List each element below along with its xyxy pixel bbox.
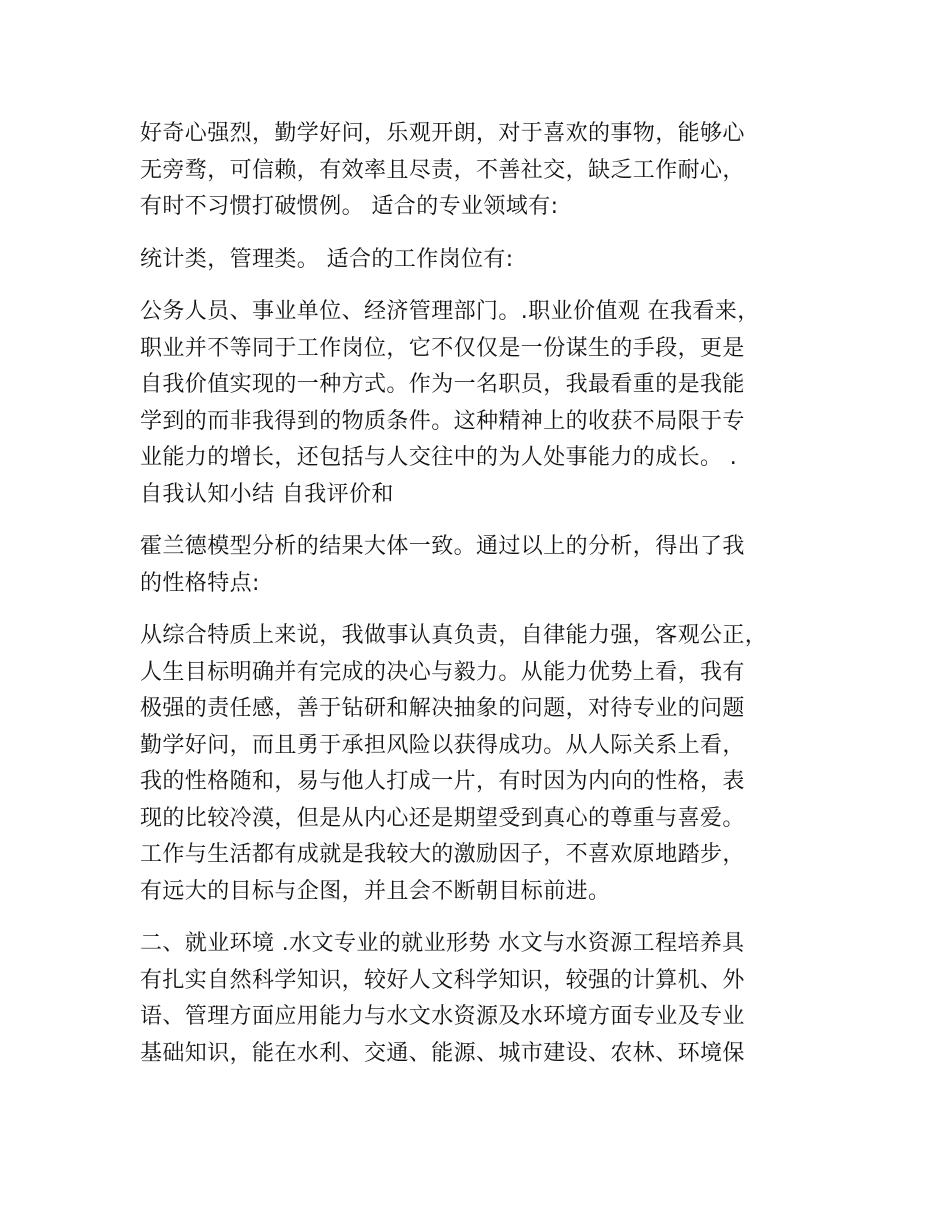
text-line: 我的性格随和，易与他人打成一片，有时因为内向的性格，表 <box>140 769 745 794</box>
text-line: 二、就业环境 .水文专业的就业形势 水文与水资源工程培养具 <box>140 931 745 956</box>
text-line: 无旁骛，可信赖，有效率且尽责，不善社交，缺乏工作耐心， <box>140 157 745 183</box>
text-line: 基础知识，能在水利、交通、能源、城市建设、农林、环境保 <box>140 1040 745 1066</box>
text-line: 工作与生活都有成就是我较大的激励因子，不喜欢原地踏步， <box>140 842 745 867</box>
text-line: 霍兰德模型分析的结果大体一致。通过以上的分析，得出了我 <box>140 534 745 559</box>
text-line: 有扎实自然科学知识，较好人文科学知识，较强的计算机、外 <box>140 967 745 993</box>
text-line: 自我认知小结 自我评价和 <box>140 481 394 507</box>
text-line: 学到的而非我得到的物质条件。这种精神上的收获不局限于专 <box>140 408 745 434</box>
document-body <box>140 116 820 1088</box>
text-line: 人生目标明确并有完成的决心与毅力。从能力优势上看，我有 <box>140 659 745 685</box>
text-line: 现的比较冷漠，但是从内心还是期望受到真心的尊重与喜爱。 <box>140 805 745 831</box>
paragraph-holland-model <box>140 529 820 602</box>
text-line: 的性格特点: <box>140 570 260 596</box>
text-line: 统计类，管理类。 适合的工作岗位有: <box>140 246 514 272</box>
text-line: 职业并不等同于工作岗位，它不仅仅是一份谋生的手段，更是 <box>140 335 745 361</box>
text-line: 公务人员、事业单位、经济管理部门。.职业价值观 在我看来， <box>140 299 760 324</box>
paragraph-comprehensive-traits <box>140 618 820 910</box>
paragraph-suitable-fields <box>140 242 820 279</box>
text-line: 勤学好问，而且勇于承担风险以获得成功。从人际关系上看， <box>140 732 745 758</box>
paragraph-personality-traits <box>140 116 820 226</box>
paragraph-employment-environment <box>140 926 820 1072</box>
text-line: 有远大的目标与企图，并且会不断朝目标前进。 <box>140 878 611 904</box>
text-line: 好奇心强烈，勤学好问，乐观开朗，对于喜欢的事物，能够心 <box>140 121 745 146</box>
text-line: 极强的责任感，善于钻研和解决抽象的问题，对待专业的问题 <box>140 696 745 721</box>
text-line: 业能力的增长，还包括与人交往中的为人处事能力的成长。 . <box>140 445 738 470</box>
text-line: 有时不习惯打破惯例。 适合的专业领域有: <box>140 194 559 219</box>
text-line: 从综合特质上来说，我做事认真负责，自律能力强，客观公正， <box>140 623 768 648</box>
text-line: 自我价值实现的一种方式。作为一名职员，我最看重的是我能 <box>140 372 745 397</box>
text-line: 语、管理方面应用能力与水文水资源及水环境方面专业及专业 <box>140 1004 745 1029</box>
paragraph-career-values <box>140 294 820 513</box>
